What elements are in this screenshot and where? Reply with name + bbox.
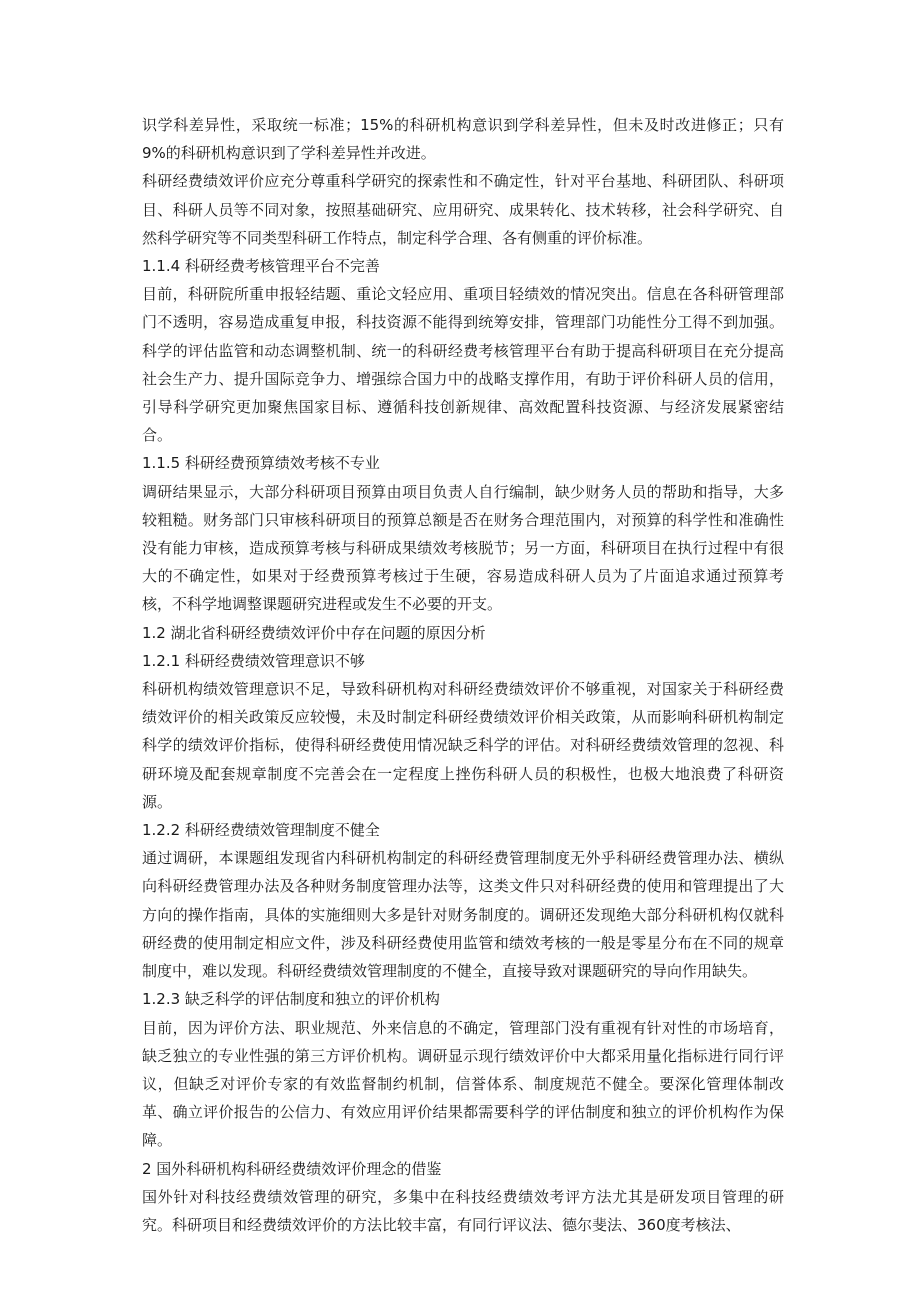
paragraph-foreign: 国外针对科技经费绩效管理的研究，多集中在科技经费绩效考评方法尤其是研发项目管理的研究。科研项目和经费绩效评价的方法比较丰富，有同行评议法、德尔斐法、360度考核法、	[142, 1187, 784, 1234]
heading-1-1-5: 1.1.5 科研经费预算绩效考核不专业	[142, 454, 380, 473]
heading-1-2-2: 1.2.2 科研经费绩效管理制度不健全	[142, 821, 380, 840]
heading-1-2-3: 1.2.3 缺乏科学的评估制度和独立的评价机构	[142, 990, 440, 1009]
heading-1-2: 1.2 湖北省科研经费绩效评价中存在问题的原因分析	[142, 623, 486, 642]
paragraph-budget: 调研结果显示，大部分科研项目预算由项目负责人自行编制，缺少财务人员的帮助和指导，大多较粗糙。财务部门只审核科研项目的预算总额是否在财务合理范围内，对预算的科学性和准确性没有能力审核，造成预算考核与科研成果绩效考核脱节；另一方面，科研项目在执行过程中有很大的不确定性，如果对于经费预算考核过于生硬，容易造成科研人员为了片面追求通过预算考核，不科学地调整课题研究进程或发生不必要的开支。	[142, 482, 784, 614]
heading-1-1-4: 1.1.4 科研经费考核管理平台不完善	[142, 257, 380, 276]
paragraph-platform: 目前，科研院所重申报轻结题、重论文轻应用、重项目轻绩效的情况突出。信息在各科研管理部门不透明，容易造成重复申报，科技资源不能得到统筹安排，管理部门功能性分工得不到加强。科学的评估监管和动态调整机制、统一的科研经费考核管理平台有助于提高科研项目在充分提高社会生产力、提升国际竞争力、增强综合国力中的战略支撑作用，有助于评价科研人员的信用，引导科学研究更加聚焦国家目标、遵循科技创新规律、高效配置科技资源、与经济发展紧密结合。	[142, 285, 784, 445]
document-body	[142, 111, 784, 1239]
paragraph-awareness: 科研机构绩效管理意识不足，导致科研机构对科研经费绩效评价不够重视，对国家关于科研经费绩效评价的相关政策反应较慢，未及时制定科研经费绩效评价相关政策，从而影响科研机构制定科学的绩效评价指标，使得科研经费使用情况缺乏科学的评估。对科研经费绩效管理的忽视、科研环境及配套规章制度不完善会在一定程度上挫伤科研人员的积极性，也极大地浪费了科研资源。	[142, 680, 784, 811]
paragraph-evaluation-standard: 科研经费绩效评价应充分尊重科学研究的探索性和不确定性，针对平台基地、科研团队、科研项目、科研人员等不同对象，按照基础研究、应用研究、成果转化、技术转移，社会科学研究、自然科学研究等不同类型科研工作特点，制定科学合理、各有侧重的评价标准。	[142, 172, 784, 247]
heading-1-2-1: 1.2.1 科研经费绩效管理意识不够	[142, 651, 365, 670]
paragraph-system: 通过调研，本课题组发现省内科研机构制定的科研经费管理制度无外乎科研经费管理办法、横纵向科研经费管理办法及各种财务制度管理办法等，这类文件只对科研经费的使用和管理提出了大方向的操作指南，具体的实施细则大多是针对财务制度的。调研还发现绝大部分科研机构仅就科研经费的使用制定相应文件，涉及科研经费使用监管和绩效考核的一般是零星分布在不同的规章制度中，难以发现。科研经费绩效管理制度的不健全，直接导致对课题研究的导向作用缺失。	[142, 849, 784, 981]
paragraph-institution: 目前，因为评价方法、职业规范、外来信息的不确定，管理部门没有重视有针对性的市场培育，缺乏独立的专业性强的第三方评价机构。调研显示现行绩效评价中大都采用量化指标进行同行评议，但缺乏对评价专家的有效监督制约机制，信誉体系、制度规范不健全。要深化管理体制改革、确立评价报告的公信力、有效应用评价结果都需要科学的评估制度和独立的评价机构作为保障。	[142, 1018, 784, 1150]
paragraph-discipline-difference: 识学科差异性，采取统一标准；15%的科研机构意识到学科差异性，但未及时改进修正；只有9%的科研机构意识到了学科差异性并改进。	[142, 116, 784, 163]
heading-2: 2 国外科研机构科研经费绩效评价理念的借鉴	[142, 1159, 442, 1178]
